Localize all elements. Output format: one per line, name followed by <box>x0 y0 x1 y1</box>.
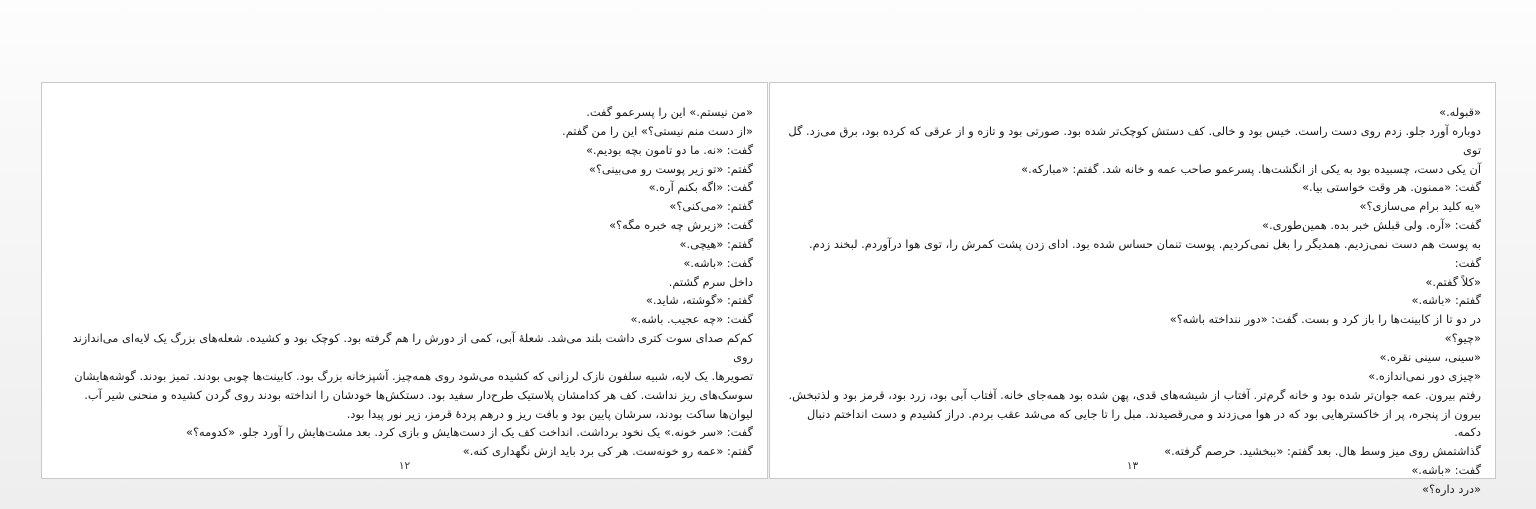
text-line: گفت: «ممنون. هر وقت خواستی بیا.» <box>1302 180 1481 195</box>
text-line: «قبوله.» <box>1439 105 1481 119</box>
text-line: در دو تا از کابینت‌ها را باز کرد و بست. گفت: «دور ننداخته باشه؟» <box>1169 312 1481 327</box>
text-line: گفتم: «هیچی.» <box>679 236 753 251</box>
text-line: رفتم بیرون. عمه جوان‌تر شده بود و خانه گرم‌تر. آفتاب از شیشه‌های قدی، پهن شده بود همه‌جای خانه. آفتاب آبی بود، زرد بود، قرمز بود و لذتبخش. <box>788 387 1481 402</box>
text-line: گفت: «سر خونه.» یک نخود برداشت. انداخت کف یک از دست‌هایش و بازی کرد. بعد مشت‌هایش را آورد جلو. «کدومه؟» <box>186 425 753 440</box>
text-line: به پوست هم دست نمی‌زدیم. همدیگر را بغل نمی‌کردیم. پوست تنمان حساس شده بود. ادای زدن پشت کمرش را، توی هوا درآوردم. لبخند زدم. گفت: <box>805 236 1481 270</box>
text-line: گفت: «چه عجیب. باشه.» <box>630 312 753 327</box>
text-line: گفت: «باشه.» <box>1411 463 1481 478</box>
text-line: گفتم: «تو زیر پوست رو می‌بینی؟» <box>588 161 753 176</box>
text-line: گفت: «اگه بکنم آره.» <box>648 180 753 195</box>
text-line: کم‌کم صدای سوت کتری داشت بلند می‌شد. شعلهٔ آبی، کمی از دورش را هم گرفته بود. کوچک بود و کشیده. شعله‌های بزرگ یک لایه‌ای می‌اندازند روی <box>69 331 753 364</box>
text-line: «یه کلید برام می‌سازی؟» <box>1359 199 1481 214</box>
text-line: گفت: «نه. ما دو تامون بچه بودیم.» <box>585 142 753 157</box>
text-line: گفت: «زیرش چه خبره مگه؟» <box>609 218 753 233</box>
text-line: «کلاً گفتم.» <box>1425 274 1481 289</box>
text-line: سوسک‌های ریز نداشت. کف هر کدامشان پلاستیک طرح‌دار سفید بود. دستکش‌ها خودشان را انداخته بودند روی گردن کشیده و منحنی شیر آب. <box>84 387 753 402</box>
text-line: «چیزی دور نمی‌اندازه.» <box>1368 368 1481 383</box>
text-line: لیوان‌ها ساکت بودند، سرشان پایین بود و بافت ریز و درهم پردهٔ قرمز، زیر نور پیدا بود. <box>346 406 753 421</box>
text-line: گفتم: «می‌کنی؟» <box>669 199 753 214</box>
text-line: گفتم: «گوشته، شاید.» <box>645 293 753 308</box>
text-line: داخل سرم گشتم. <box>668 274 753 289</box>
text-line: دوباره آورد جلو. زدم روی دست راست. خیس بود و خالی. کف دستش کوچک‌تر شده بود. صورتی بود و تازه و از عرقی که کرده بود، برق می‌زد. گل توی <box>784 123 1481 157</box>
left-page <box>41 82 768 479</box>
text-line: «سینی، سینی نقره.» <box>1379 349 1481 364</box>
text-line: «درد داره؟» <box>1422 481 1481 496</box>
text-line: گفتم: «عمه رو خونه‌ست. هر کی برد باید ازش نگهداری کنه.» <box>462 444 753 459</box>
text-line: آن یکی دست، چسبیده بود به یکی از انگشت‌ها. پسرعمو صاحب عمه و خانه شد. گفتم: «مبارکه.» <box>1021 161 1481 176</box>
text-line: «چیو؟» <box>1444 331 1481 346</box>
text-line: گفت: «باشه.» <box>683 255 753 270</box>
text-line: «من نیستم.» این را پسرعمو گفت. <box>586 105 753 119</box>
right-page <box>769 82 1496 496</box>
text-line: گذاشتمش روی میز وسط هال. بعد گفتم: «ببخشید. حرصم گرفته.» <box>1164 444 1481 459</box>
left-page-text <box>56 103 753 461</box>
right-page-text <box>784 103 1481 499</box>
text-line: بیرون از پنجره، پر از خاکسترهایی بود که در هوا می‌زدند و می‌رقصیدند. مبل را تا جایی که می‌شد عقب بردم. دراز کشیدم و دست انداختم دنبال دکمه. <box>803 406 1481 440</box>
text-line: گفتم: «باشه.» <box>1411 293 1481 308</box>
text-line: «از دست منم نیستی؟» این را من گفتم. <box>562 123 753 138</box>
text-line: تصویرها. یک لایه، شبیه سلفون نازک لرزانی که کشیده می‌شود روی همه‌چیز. آشپزخانه بزرگ بود. کابینت‌ها چوبی بودند. تمیز بودند. گوشه‌هایشان <box>74 368 753 383</box>
book-spread <box>41 82 1496 496</box>
page-number: ۱۳ <box>1126 460 1139 472</box>
page-number: ۱۲ <box>398 460 411 472</box>
text-line: گفت: «آره. ولی قبلش خبر بده. همین‌طوری.» <box>1262 218 1481 233</box>
